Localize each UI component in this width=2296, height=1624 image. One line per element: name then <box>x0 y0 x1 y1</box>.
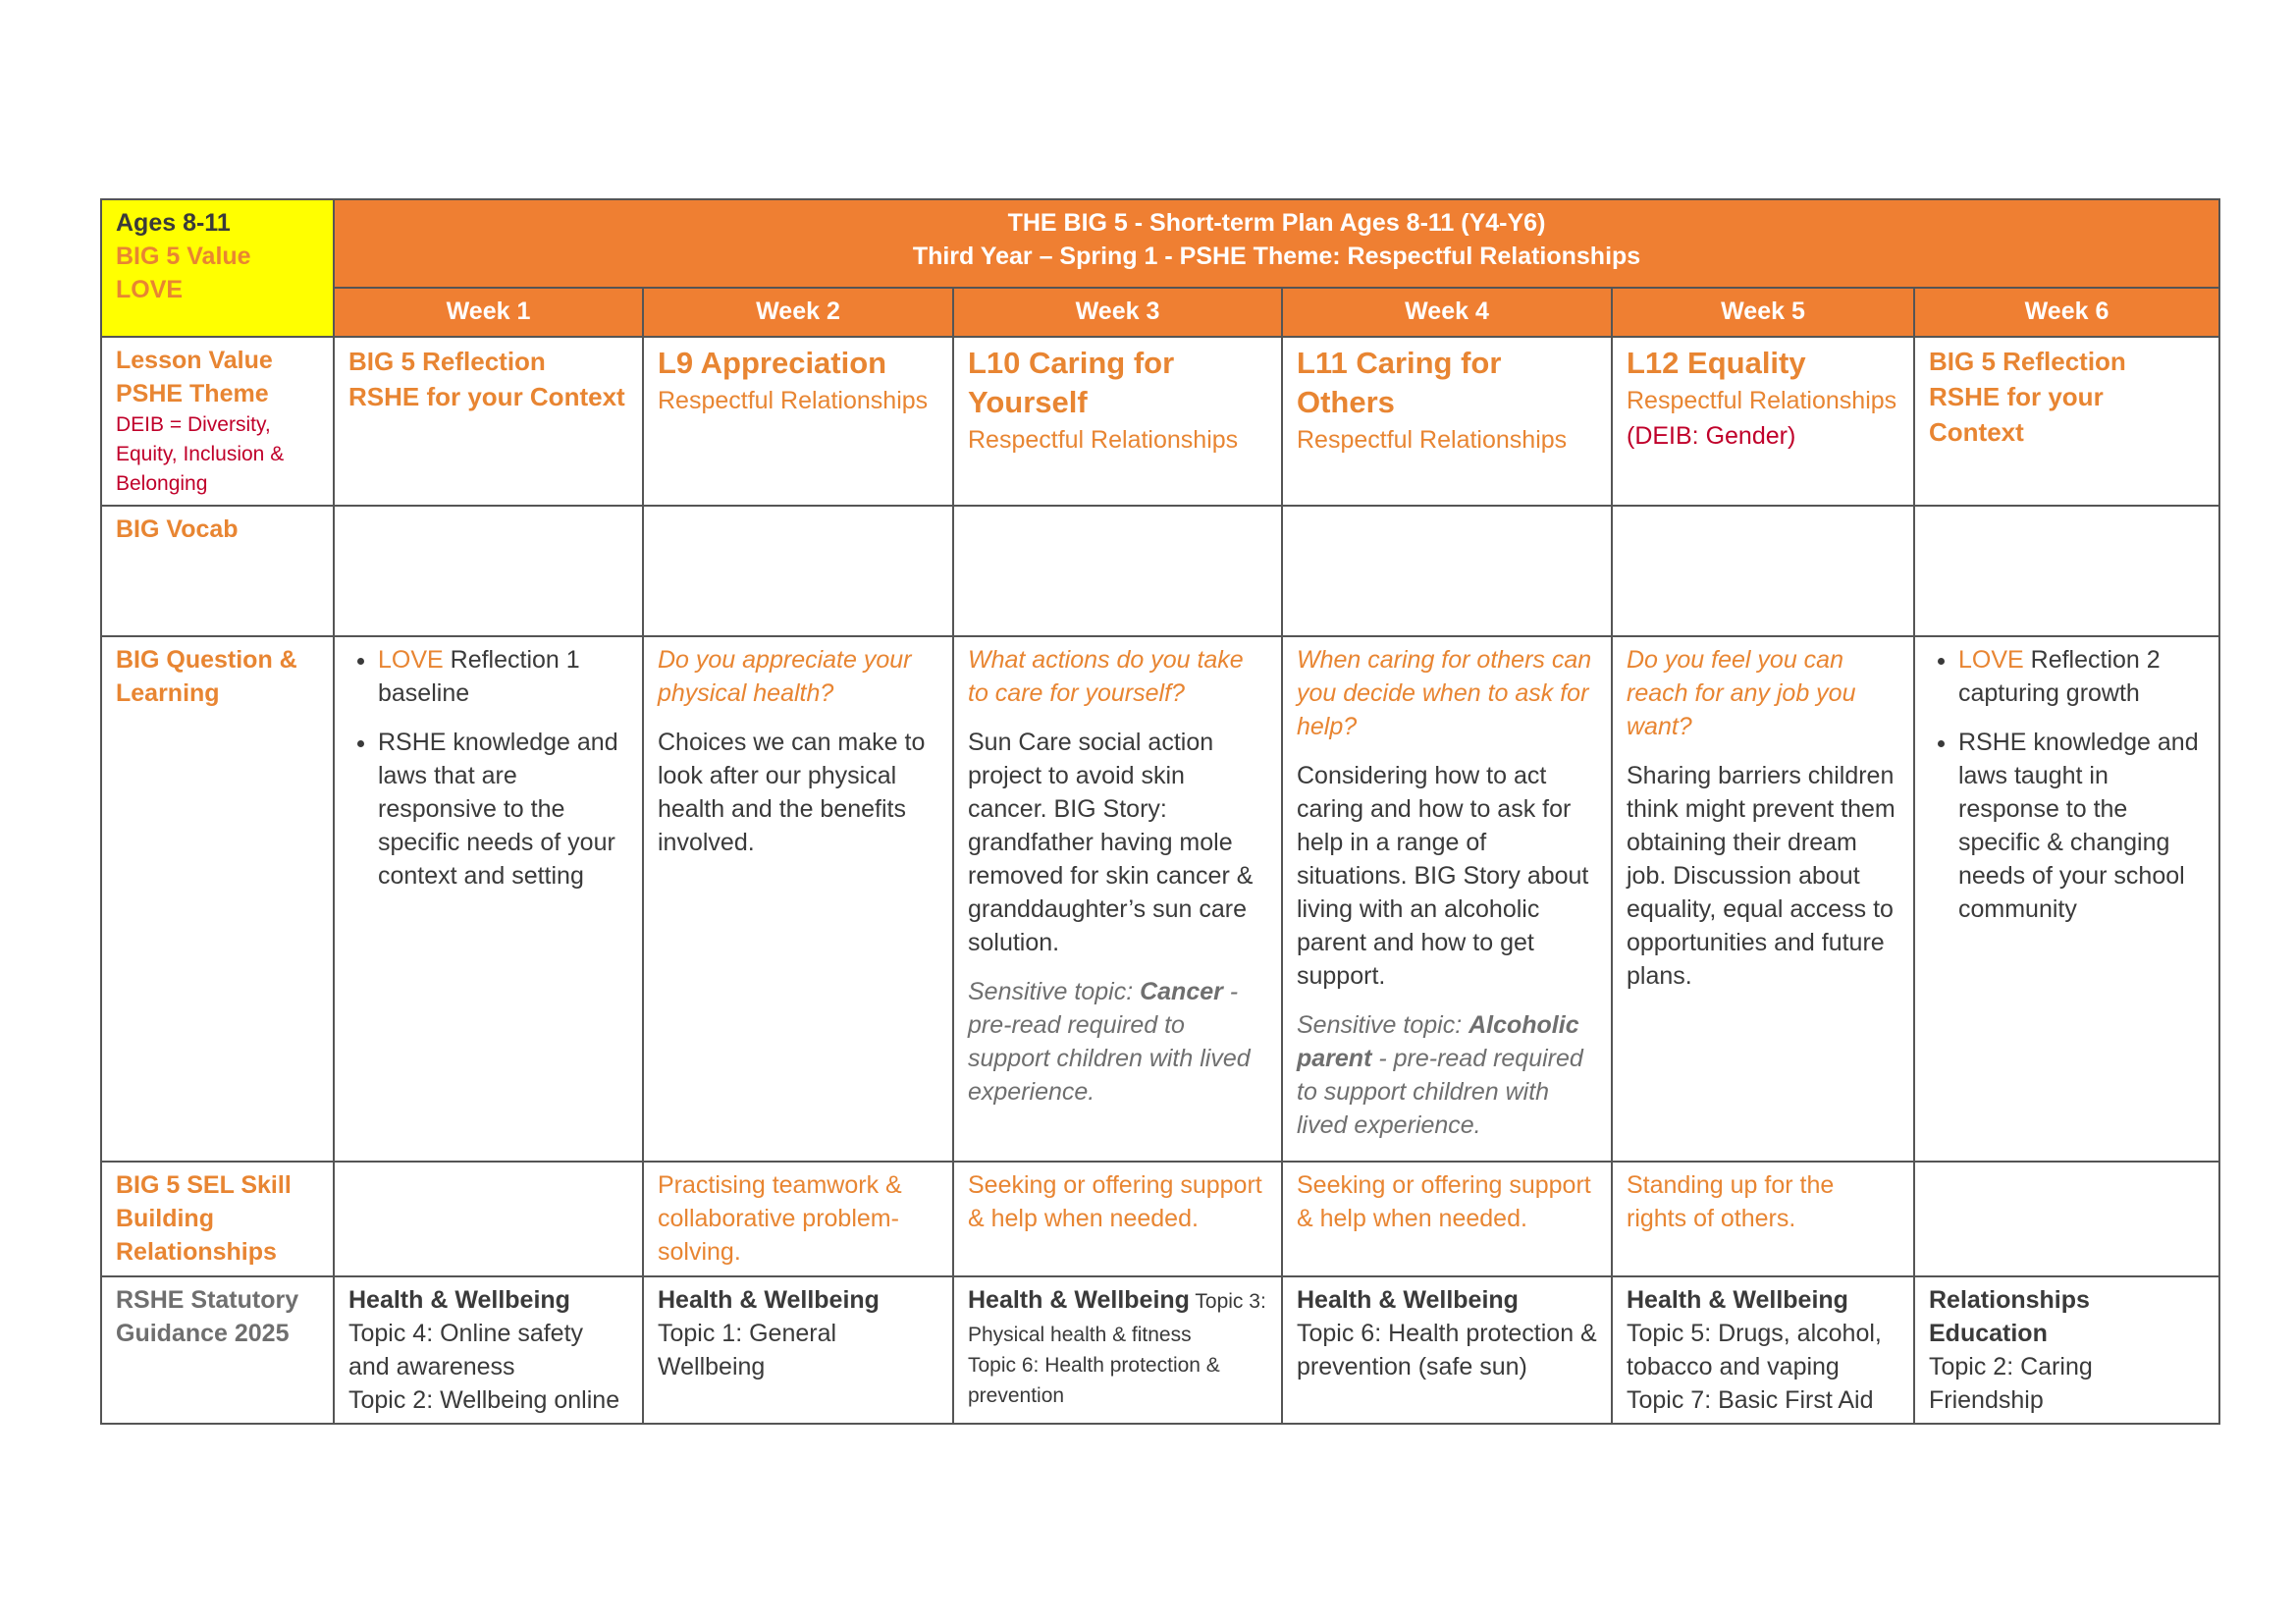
plan-title-line1: THE BIG 5 - Short-term Plan Ages 8-11 (Y4-Y6) <box>1007 209 1546 237</box>
guidance-cell-1 <box>334 1276 643 1424</box>
sensitive-prefix: Sensitive topic: <box>968 978 1141 1005</box>
guidance-heading: Health & Wellbeing <box>658 1286 880 1314</box>
question-cell-6 <box>1914 636 2219 1162</box>
learning-text: Sun Care social action project to avoid skin cancer. BIG Story: grandfather having mole removed for skin cancer & granddaughter’s sun care solution. <box>968 729 1254 956</box>
lesson-title: L11 Caring for Others <box>1297 346 1502 419</box>
sel-cell-6 <box>1914 1162 2219 1276</box>
ages-label: Ages 8-11 <box>116 209 231 237</box>
deib-label: DEIB = Diversity, Equity, Inclusion & Belonging <box>116 413 285 495</box>
lesson-subtitle: RSHE for your Context <box>348 382 625 411</box>
guidance-cell-5 <box>1612 1276 1914 1424</box>
week-header-3: Week 3 <box>953 288 1282 337</box>
short-term-plan-table <box>100 198 2220 1425</box>
sel-cell-2: Practising teamwork & collaborative problem-solving. <box>643 1162 953 1276</box>
sel-cell-4: Seeking or offering support & help when needed. <box>1282 1162 1612 1276</box>
question-cell-2 <box>643 636 953 1162</box>
sensitive-topic: Alcoholic parent <box>1297 1011 1579 1072</box>
lesson-theme: Respectful Relationships <box>1297 426 1568 454</box>
big-question: Do you feel you can reach for any job you want? <box>1627 646 1856 740</box>
bullet-text: Reflection 1 baseline <box>378 646 580 707</box>
sel-cell-1 <box>334 1162 643 1276</box>
learning-text: Sharing barriers children think might prevent them obtaining their dream job. Discussion about equality, equal access to opportunities and future plans. <box>1627 762 1896 990</box>
guidance-heading: Health & Wellbeing <box>968 1286 1190 1314</box>
big-question: What actions do you take to care for yourself? <box>968 646 1244 707</box>
lesson-cell-1 <box>334 337 643 506</box>
pshe-theme-label: PSHE Theme <box>116 380 269 407</box>
question-cell-5 <box>1612 636 1914 1162</box>
big-question: When caring for others can you decide when to ask for help? <box>1297 646 1592 740</box>
list-item <box>378 726 628 893</box>
guidance-cell-2 <box>643 1276 953 1424</box>
row-label-lesson <box>101 337 334 506</box>
sensitive-topic: Cancer <box>1140 978 1223 1005</box>
vocab-cell-1 <box>334 506 643 636</box>
lesson-title: L10 Caring for Yourself <box>968 346 1175 419</box>
love-keyword: LOVE <box>378 646 444 674</box>
guidance-topic: Topic 2: Caring Friendship <box>1929 1353 2093 1414</box>
row-label-vocab: BIG Vocab <box>101 506 334 636</box>
learning-text: Choices we can make to look after our physical health and the benefits involved. <box>658 729 926 856</box>
guidance-topic: Topic 2: Wellbeing online <box>348 1386 620 1414</box>
guidance-topic: Topic 6: Health protection & prevention (safe sun) <box>1297 1320 1597 1380</box>
vocab-cell-4 <box>1282 506 1612 636</box>
guidance-cell-6 <box>1914 1276 2219 1424</box>
sensitive-rest: - pre-read required to support children with lived experience. <box>1297 1045 1583 1139</box>
row-label-guidance: RSHE Statutory Guidance 2025 <box>101 1276 334 1424</box>
bullet-text: RSHE knowledge and laws taught in response to the specific & changing needs of your school community <box>1958 729 2199 923</box>
big5-value-label: BIG 5 Value <box>116 243 251 270</box>
list-item <box>1958 726 2205 926</box>
ages-value-cell <box>101 199 334 337</box>
week-header-2: Week 2 <box>643 288 953 337</box>
question-cell-4 <box>1282 636 1612 1162</box>
plan-title-line2: Third Year – Spring 1 - PSHE Theme: Respectful Relationships <box>912 243 1641 270</box>
question-cell-1 <box>334 636 643 1162</box>
week-header-4: Week 4 <box>1282 288 1612 337</box>
big-question: Do you appreciate your physical health? <box>658 646 912 707</box>
guidance-heading: Health & Wellbeing <box>1297 1286 1519 1314</box>
learning-text: Considering how to act caring and how to ask for help in a range of situations. BIG Story about living with an alcoholic parent and how to get support. <box>1297 762 1589 990</box>
guidance-heading: Relationships Education <box>1929 1286 2090 1347</box>
lesson-cell-5 <box>1612 337 1914 506</box>
bullet-text: RSHE knowledge and laws that are responsive to the specific needs of your context and setting <box>378 729 618 890</box>
guidance-cell-3 <box>953 1276 1282 1424</box>
list-item <box>378 643 628 710</box>
lesson-theme: Respectful Relationships <box>658 387 929 414</box>
guidance-topic: Topic 5: Drugs, alcohol, tobacco and vaping <box>1627 1320 1882 1380</box>
question-cell-3 <box>953 636 1282 1162</box>
plan-title <box>334 199 2219 288</box>
lesson-cell-6 <box>1914 337 2219 506</box>
vocab-cell-2 <box>643 506 953 636</box>
lesson-title: BIG 5 Reflection <box>348 347 546 376</box>
guidance-cell-4 <box>1282 1276 1612 1424</box>
lesson-cell-4 <box>1282 337 1612 506</box>
sensitive-rest: - pre-read required to support children with lived experience. <box>968 978 1251 1106</box>
guidance-topic: Topic 3: Physical health & fitness <box>968 1290 1266 1346</box>
lesson-theme: Respectful Relationships <box>968 426 1239 454</box>
list-item <box>1958 643 2205 710</box>
guidance-topic: Topic 7: Basic First Aid <box>1627 1386 1874 1414</box>
big5-value: LOVE <box>116 276 184 303</box>
guidance-topic: Topic 1: General Wellbeing <box>658 1320 837 1380</box>
sensitive-topic-note <box>1297 1008 1597 1142</box>
love-keyword: LOVE <box>1958 646 2024 674</box>
sensitive-topic-note <box>968 975 1267 1109</box>
lesson-title: BIG 5 Reflection <box>1929 347 2126 376</box>
lesson-title: L12 Equality <box>1627 346 1806 380</box>
guidance-topic: Topic 4: Online safety and awareness <box>348 1320 584 1380</box>
lesson-cell-2 <box>643 337 953 506</box>
guidance-heading: Health & Wellbeing <box>348 1286 570 1314</box>
guidance-heading: Health & Wellbeing <box>1627 1286 1848 1314</box>
guidance-topic: Topic 6: Health protection & prevention <box>968 1354 1220 1407</box>
lesson-deib: (DEIB: Gender) <box>1627 422 1796 450</box>
lesson-cell-3 <box>953 337 1282 506</box>
lesson-title: L9 Appreciation <box>658 346 887 380</box>
sel-cell-5: Standing up for the rights of others. <box>1612 1162 1914 1276</box>
lesson-theme: Respectful Relationships <box>1627 387 1897 414</box>
row-label-question: BIG Question & Learning <box>101 636 334 1162</box>
sensitive-prefix: Sensitive topic: <box>1297 1011 1469 1039</box>
vocab-cell-5 <box>1612 506 1914 636</box>
lesson-subtitle: RSHE for your Context <box>1929 382 2104 447</box>
sel-cell-3: Seeking or offering support & help when needed. <box>953 1162 1282 1276</box>
week-header-1: Week 1 <box>334 288 643 337</box>
week-header-6: Week 6 <box>1914 288 2219 337</box>
vocab-cell-3 <box>953 506 1282 636</box>
lesson-value-label: Lesson Value <box>116 347 273 374</box>
vocab-cell-6 <box>1914 506 2219 636</box>
row-label-sel: BIG 5 SEL Skill Building Relationships <box>101 1162 334 1276</box>
week-header-5: Week 5 <box>1612 288 1914 337</box>
bullet-text: Reflection 2 capturing growth <box>1958 646 2161 707</box>
